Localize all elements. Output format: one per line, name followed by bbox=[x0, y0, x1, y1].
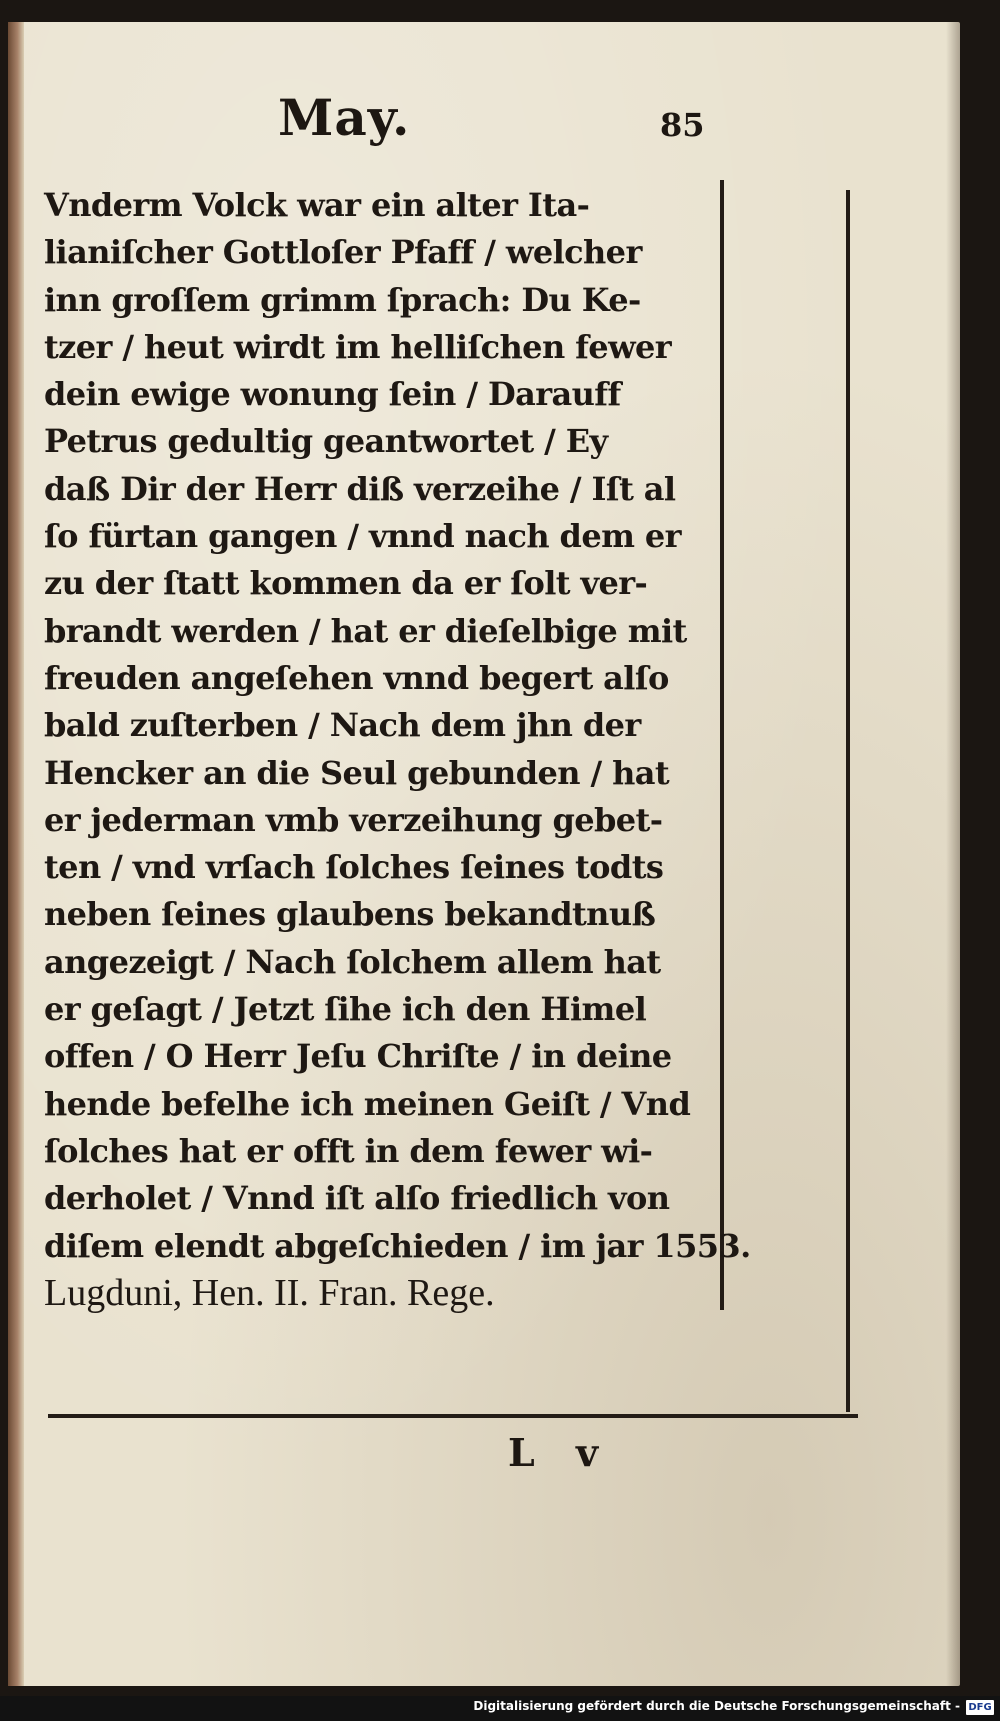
text-line: tzer / heut wirdt im helliſchen fewer bbox=[44, 327, 672, 366]
page-binding-edge bbox=[8, 22, 24, 1686]
text-line: ſolches hat er offt in dem fewer wi- bbox=[44, 1131, 653, 1170]
outer-margin-rule bbox=[846, 190, 850, 1412]
text-line: dein ewige wonung ſein / Darauff bbox=[44, 375, 621, 414]
text-line: freuden angeſehen vnnd begert alſo bbox=[44, 658, 669, 697]
text-line: angezeigt / Nach ſolchem allem hat bbox=[44, 942, 661, 981]
text-line: zu der ſtatt kommen da er ſolt ver- bbox=[44, 564, 648, 603]
book-page bbox=[8, 22, 960, 1686]
text-line: ſo fürtan gangen / vnnd nach dem er bbox=[44, 517, 681, 556]
page-fore-edge bbox=[946, 22, 960, 1686]
text-line: derholet / Vnnd iſt alſo friedlich von bbox=[44, 1179, 670, 1218]
running-head: May. bbox=[278, 88, 411, 147]
text-line: hende befelhe ich meinen Geiſt / Vnd bbox=[44, 1084, 691, 1123]
text-line: lianiſcher Gottloſer Pfaff / welcher bbox=[44, 233, 642, 272]
text-line: brandt werden / hat er dieſelbige mit bbox=[44, 611, 687, 650]
text-line: Hencker an die Seul gebunden / hat bbox=[44, 753, 670, 792]
text-line: bald zuſterben / Nach dem jhn der bbox=[44, 706, 641, 745]
footer-bar bbox=[0, 1696, 1000, 1721]
text-line: diſem elendt abgeſchieden / im jar 1553. bbox=[44, 1226, 751, 1265]
text-line: inn groſſem grimm ſprach: Du Ke- bbox=[44, 280, 641, 319]
dfg-logo-icon: DFG bbox=[966, 1700, 994, 1715]
text-line: daß Dir der Herr diß verzeihe / Iſt al bbox=[44, 469, 676, 508]
text-line: Petrus gedultig geantwortet / Ey bbox=[44, 422, 608, 461]
text-line: ten / vnd vrſach ſolches ſeines todts bbox=[44, 848, 664, 887]
text-line: Vnderm Volck war ein alter Ita- bbox=[44, 186, 590, 224]
funding-credit: Digitalisierung gefördert durch die Deutsche Forschungsgemeinschaft - bbox=[473, 1699, 960, 1713]
signature-mark: L v bbox=[508, 1430, 613, 1475]
text-line-latin: Lugduni, Hen. II. Fran. Rege. bbox=[44, 1271, 495, 1314]
body-text bbox=[44, 182, 751, 1317]
bottom-rule bbox=[48, 1414, 858, 1418]
text-line: er jederman vmb verzeihung gebet- bbox=[44, 800, 663, 839]
text-line: neben ſeines glaubens bekandtnuß bbox=[44, 895, 656, 934]
text-line: er geſagt / Jetzt ſihe ich den Himel bbox=[44, 990, 647, 1029]
text-line: offen / O Herr Jeſu Chriſte / in deine bbox=[44, 1037, 672, 1076]
page-number: 85 bbox=[660, 106, 705, 144]
